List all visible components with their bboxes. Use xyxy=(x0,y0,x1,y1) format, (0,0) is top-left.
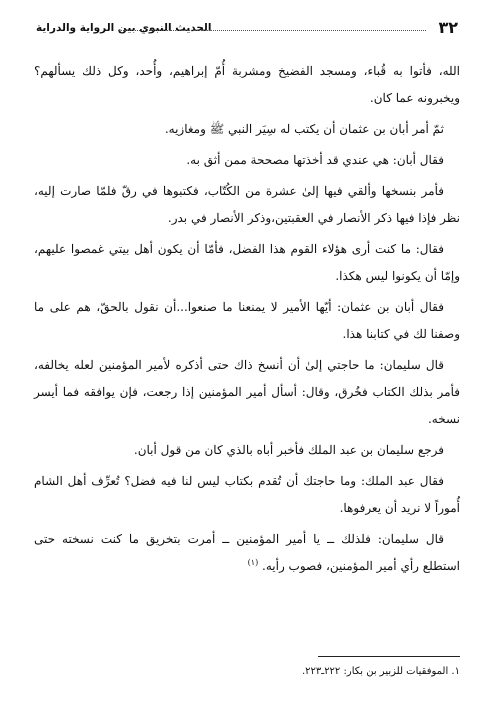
paragraph: ثمّ أمر أبان بن عثمان أن يكتب له سِيَر النبي ﷺ ومغازيه. xyxy=(164,122,444,136)
paragraph: فرجع سليمان بن عبد الملك فأخبر أباه بالذي كان من قول أبان. xyxy=(133,443,444,457)
paragraph: الله، فأتوا به قُباء، ومسجد الفضيخ ومشربة أُمّ إبراهيم، وأُحد، وكل ذلك يسألهم؟ ويخبرونه عما كان. xyxy=(34,64,460,105)
header-divider xyxy=(118,30,426,31)
paragraph: فقال أبان بن عثمان: أيّها الأمير لا يمنعنا ما صنعوا...أن نقول بالحقّ، هم على ما وصفنا لك في كتابنا هذا. xyxy=(34,300,460,341)
footnote: ١. الموفقيات للزبير بن بكار: ٢٢٢ـ٢٢٣. xyxy=(301,666,460,677)
paragraph: فقال: ما كنت أرى هؤلاء القوم هذا الفضل، فأمّا أن يكون أهل بيتي غمصوا عليهم، وإمّا أن يكونوا ليس هكذا. xyxy=(34,242,460,283)
paragraph: قال سليمان: فلذلك ــ يا أمير المؤمنين ــ أمرت بتخريق ما كنت نسخته حتى استطلع رأي أمير المؤمنين، فصوب رأيه. $^{(١)}$ xyxy=(34,532,460,573)
paragraph: فأمر بنسخها وألقي فيها إلىٰ عشرة من الكُتّاب، فكتبوها في رقّ فلمّا صارت إليه، نظر فإذا فيها ذكر الأنصار في العقبتين،وذكر الأنصار في بدر. xyxy=(34,184,460,225)
paragraph: قال سليمان: ما حاجتي إلىٰ أن أنسخ ذاك حتى أذكره لأمير المؤمنين لعله يخالفه، فأمر بذلك الكتاب فخُرق، وقال: أسأل أمير المؤمنين إذا رجعت، فإن يوافقه فما أيسر نسخه. xyxy=(34,358,460,426)
paragraph: فقال أبان: هي عندي قد أخذتها مصححة ممن أثق به. xyxy=(186,153,444,167)
page-body xyxy=(34,58,460,584)
paragraph: فقال عبد الملك: وما حاجتك أن تُقدم بكتاب ليس لنا فيه فضل؟ تُعرِّف أهل الشام أُموراً لا نريد أن يعرفوها. xyxy=(34,474,460,515)
footnote-divider xyxy=(318,656,460,657)
page-number: ٣٢ xyxy=(438,18,458,37)
running-title: الحديث النبوي بين الرواية والدراية xyxy=(36,22,212,34)
page-header xyxy=(36,12,458,38)
footnote-reference[interactable]: (١) xyxy=(247,558,259,567)
